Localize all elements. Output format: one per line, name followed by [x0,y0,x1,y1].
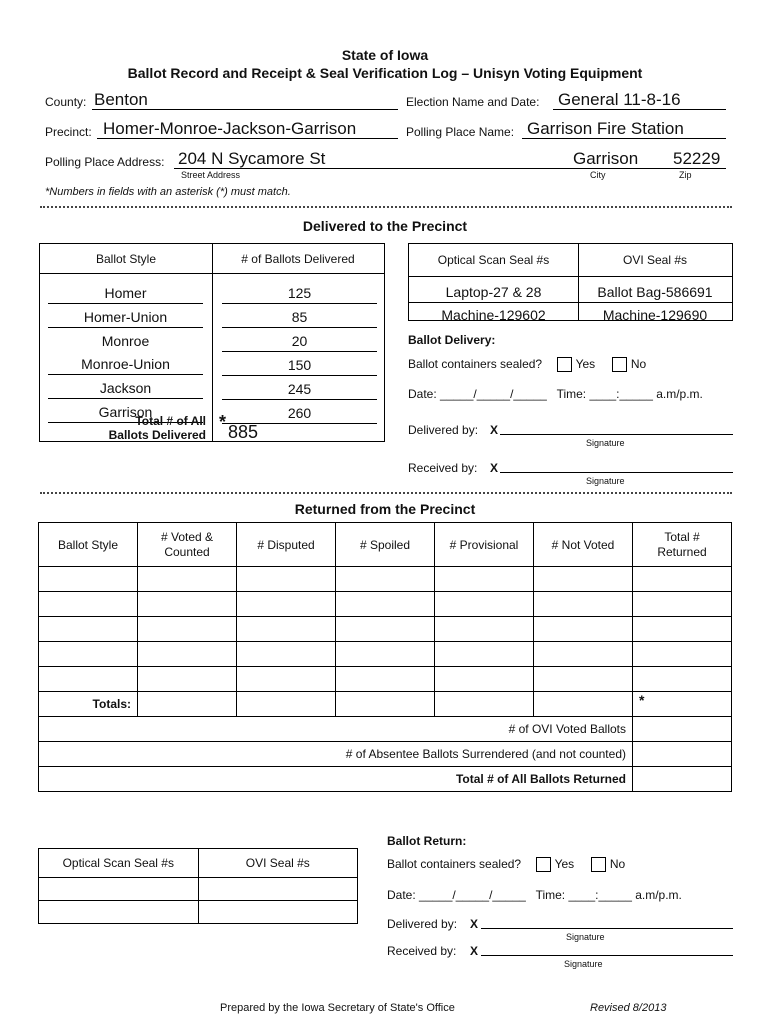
return-sealed-row [387,857,625,872]
delivered-table [39,243,385,442]
absentee-value[interactable] [633,742,732,767]
col-optical-seal: Optical Scan Seal #s [437,253,550,267]
county-label: County: [45,95,87,109]
total-returned-value[interactable] [633,767,732,792]
county-value: Benton [94,90,148,109]
ovi-voted-value[interactable] [633,717,732,742]
col-not-voted: # Not Voted [534,523,633,567]
delivered-by-caption: Signature [586,438,625,448]
return-received-by-label: Received by: [387,944,457,958]
table-row-style[interactable]: Monroe [101,333,150,349]
table-row-count[interactable]: 85 [222,304,377,328]
ovi-voted-label: # of OVI Voted Ballots [39,717,633,742]
received-by-signature[interactable] [500,472,733,473]
election-field[interactable] [553,89,726,110]
delivered-by-signature[interactable] [500,434,733,435]
delivered-by-x: X [490,423,499,437]
city-value: Garrison [573,149,639,168]
no-checkbox[interactable] [591,857,606,872]
table-row[interactable] [39,567,732,592]
revised-date: Revised 8/2013 [590,1002,667,1014]
polling-place-label: Polling Place Name: [406,125,515,139]
returned-table [38,522,732,792]
return-delivered-by-signature[interactable] [481,928,733,929]
delivered-title: Delivered to the Precinct [302,218,468,234]
table-row-count[interactable]: 20 [222,328,377,352]
asterisk-mark: * [219,412,227,432]
table-row[interactable] [39,901,358,924]
precinct-value: Homer-Monroe-Jackson-Garrison [103,119,357,138]
yes-label: Yes [554,857,575,871]
table-row-style[interactable]: Homer [48,280,203,304]
form-title: Ballot Record and Receipt & Seal Verification Log – Unisyn Voting Equipment [127,65,643,81]
no-label: No [609,857,626,871]
col-ovi-seal: OVI Seal #s [198,849,357,878]
street-caption: Street Address [181,170,241,180]
table-row-count[interactable]: 125 [222,280,377,304]
received-by-caption: Signature [586,476,625,486]
col-spoiled: # Spoiled [336,523,435,567]
county-field[interactable] [92,89,398,110]
yes-checkbox[interactable] [557,357,572,372]
returned-title: Returned from the Precinct [294,501,476,517]
sealed-question: Ballot containers sealed? [408,357,543,371]
address-field[interactable] [174,148,726,169]
prepared-by: Prepared by the Iowa Secretary of State's Office [220,1002,455,1014]
table-row[interactable] [39,667,732,692]
table-row-count[interactable]: 150 [222,352,377,376]
col-provisional: # Provisional [435,523,534,567]
total-delivered-value[interactable]: 885 [228,422,259,442]
yes-label: Yes [575,357,596,371]
table-row-count[interactable]: 260 [222,400,377,424]
polling-place-value: Garrison Fire Station [527,119,684,138]
delivery-sealed-row [408,357,646,372]
ovi-seal-2[interactable]: Machine-129690 [602,307,708,323]
street-value: 204 N Sycamore St [178,149,326,168]
polling-place-field[interactable] [522,118,726,139]
return-delivered-by-x: X [470,917,479,931]
precinct-field[interactable] [97,118,398,139]
yes-checkbox[interactable] [536,857,551,872]
return-received-by-x: X [470,944,479,958]
city-caption: City [590,170,606,180]
ballot-return-label: Ballot Return: [387,834,467,848]
delivered-rows [48,280,203,423]
delivery-date-time[interactable]: Date: _____/_____/_____ Time: ____:_____ a.m/p.m. [408,387,703,401]
return-date-time[interactable]: Date: _____/_____/_____ Time: ____:_____ a.m/p.m. [387,888,682,902]
col-ballot-style: Ballot Style [39,523,138,567]
table-row[interactable] [39,592,732,617]
return-received-by-signature[interactable] [481,955,733,956]
received-by-x: X [490,461,499,475]
optical-seal-1[interactable]: Laptop-27 & 28 [409,279,578,303]
absentee-label: # of Absentee Ballots Surrendered (and not counted) [39,742,633,767]
totals-label: Totals: [39,692,138,717]
received-by-label: Received by: [408,461,478,475]
zip-caption: Zip [679,170,692,180]
table-row[interactable] [39,642,732,667]
totals-asterisk: * [633,692,732,717]
sealed-question: Ballot containers sealed? [387,857,522,871]
ovi-seal-1[interactable]: Ballot Bag-586691 [578,279,732,303]
return-received-by-caption: Signature [564,959,603,969]
table-row-style[interactable]: Jackson [48,375,203,399]
return-delivered-by-caption: Signature [566,932,605,942]
return-delivered-by-label: Delivered by: [387,917,458,931]
table-row-style[interactable]: Monroe-Union [48,351,203,375]
table-row-count[interactable]: 245 [222,376,377,400]
col-ovi-seal: OVI Seal #s [622,253,688,267]
state-title: State of Iowa [341,47,429,63]
col-voted-counted: # Voted & Counted [138,523,237,567]
no-label: No [630,357,647,371]
zip-value: 52229 [673,149,721,168]
delivered-counts [222,280,377,424]
total-delivered-label: Total # of All Ballots Delivered [108,414,206,442]
col-ballots-delivered: # of Ballots Delivered [241,252,355,266]
divider-middle [40,492,732,494]
returned-seal-table [38,848,358,924]
totals-row[interactable] [39,692,732,717]
optical-seal-2[interactable]: Machine-129602 [441,307,546,323]
col-ballot-style: Ballot Style [95,252,157,266]
address-label: Polling Place Address: [45,155,165,169]
col-disputed: # Disputed [237,523,336,567]
divider-top [40,206,732,208]
ballot-delivery-label: Ballot Delivery: [408,333,496,347]
delivered-by-label: Delivered by: [408,423,479,437]
col-optical-seal: Optical Scan Seal #s [39,849,199,878]
no-checkbox[interactable] [612,357,627,372]
table-row-style[interactable]: Garrison [48,399,203,423]
election-label: Election Name and Date: [406,95,540,109]
election-value: General 11-8-16 [558,90,681,109]
col-total-returned: Total # Returned [633,523,732,567]
precinct-label: Precinct: [45,125,92,139]
asterisk-note: *Numbers in fields with an asterisk (*) must match. [45,186,291,198]
total-returned-label: Total # of All Ballots Returned [39,767,633,792]
table-row[interactable] [39,878,358,901]
table-row[interactable] [39,617,732,642]
table-row-style[interactable]: Homer-Union [48,304,203,328]
delivered-seal-table [408,243,733,321]
